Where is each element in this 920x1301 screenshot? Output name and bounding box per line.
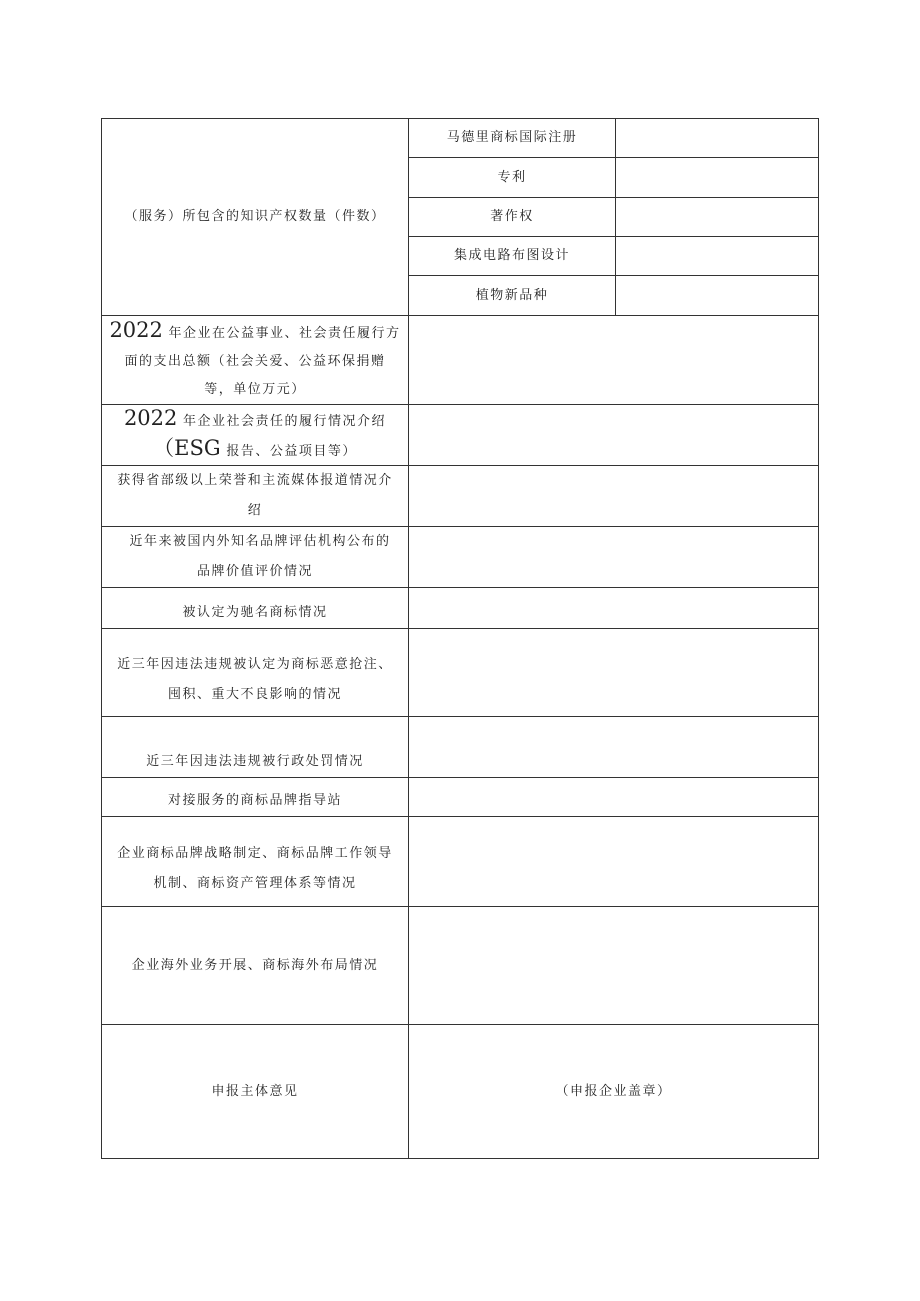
well-known-field[interactable]	[409, 588, 819, 629]
guidance-station-label: 对接服务的商标品牌指导站	[102, 778, 409, 817]
malicious-field[interactable]	[409, 629, 819, 717]
penalty-label: 近三年因违法违规被行政处罚情况	[102, 717, 409, 778]
welfare-expense-year: 2022	[109, 318, 163, 342]
overseas-row	[102, 907, 819, 1025]
welfare-expense-label: 2022 年企业在公益事业、社会责任履行方 面的支出总额（社会关爱、公益环保捐赠 等，单位万元）	[102, 316, 409, 405]
well-known-label: 被认定为驰名商标情况	[102, 588, 409, 629]
brand-value-row	[102, 527, 819, 588]
brand-value-label: 近年来被国内外知名品牌评估机构公布的 品牌价值评价情况	[102, 527, 409, 588]
honors-row	[102, 466, 819, 527]
application-form-table	[101, 118, 819, 1159]
honors-label: 获得省部级以上荣誉和主流媒体报道情况介 绍	[102, 466, 409, 527]
strategy-row	[102, 817, 819, 907]
welfare-expense-row	[102, 316, 819, 405]
brand-value-field[interactable]	[409, 527, 819, 588]
well-known-row	[102, 588, 819, 629]
ip-type-madrid: 马德里商标国际注册	[409, 119, 616, 158]
ip-count-madrid-field[interactable]	[616, 119, 819, 158]
overseas-label: 企业海外业务开展、商标海外布局情况	[102, 907, 409, 1025]
ip-type-ic-layout: 集成电路布图设计	[409, 237, 616, 276]
opinion-label: 申报主体意见	[102, 1025, 409, 1159]
csr-intro-row	[102, 405, 819, 466]
malicious-label: 近三年因违法违规被认定为商标恶意抢注、 囤积、重大不良影响的情况	[102, 629, 409, 717]
company-seal-area[interactable]: （申报企业盖章）	[409, 1025, 819, 1159]
ip-type-plant-variety: 植物新品种	[409, 276, 616, 316]
welfare-expense-field[interactable]	[409, 316, 819, 405]
ip-type-copyright: 著作权	[409, 198, 616, 237]
ip-count-copyright-field[interactable]	[616, 198, 819, 237]
csr-intro-label: 2022 年企业社会责任的履行情况介绍 （ESG 报告、公益项目等）	[102, 405, 409, 466]
penalty-field[interactable]	[409, 717, 819, 778]
csr-intro-esg: （ESG	[153, 436, 221, 460]
guidance-station-field[interactable]	[409, 778, 819, 817]
overseas-field[interactable]	[409, 907, 819, 1025]
csr-intro-field[interactable]	[409, 405, 819, 466]
strategy-field[interactable]	[409, 817, 819, 907]
ip-row-madrid	[102, 119, 819, 158]
ip-count-plant-variety-field[interactable]	[616, 276, 819, 316]
opinion-row	[102, 1025, 819, 1159]
ip-count-label: （服务）所包含的知识产权数量（件数）	[102, 119, 409, 316]
csr-intro-year: 2022	[123, 406, 178, 430]
honors-field[interactable]	[409, 466, 819, 527]
ip-count-patent-field[interactable]	[616, 158, 819, 198]
ip-count-ic-layout-field[interactable]	[616, 237, 819, 276]
guidance-station-row	[102, 778, 819, 817]
strategy-label: 企业商标品牌战略制定、商标品牌工作领导 机制、商标资产管理体系等情况	[102, 817, 409, 907]
penalty-row	[102, 717, 819, 778]
ip-type-patent: 专利	[409, 158, 616, 198]
malicious-row	[102, 629, 819, 717]
